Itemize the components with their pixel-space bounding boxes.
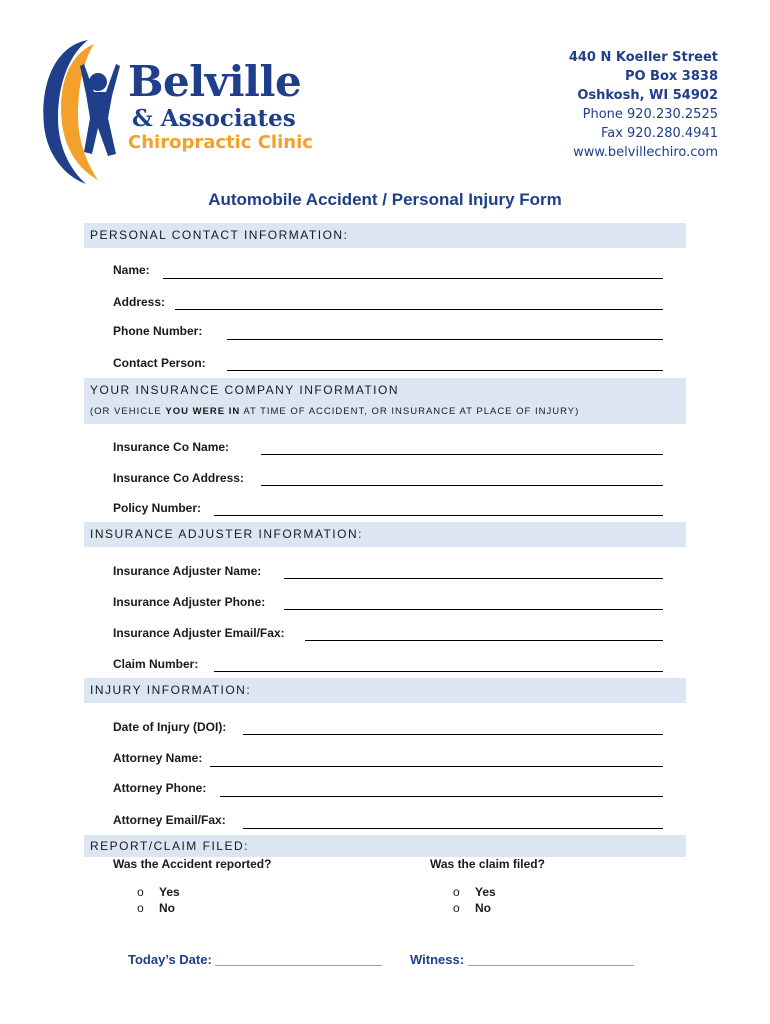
address-city: Oshkosh, WI 54902	[577, 88, 718, 103]
attorney-phone-label: Attorney Phone:	[113, 781, 207, 795]
form-title: Automobile Accident / Personal Injury Form	[208, 190, 562, 209]
adjuster-phone-label: Insurance Adjuster Phone:	[113, 595, 266, 609]
section-personal-label: PERSONAL CONTACT INFORMATION:	[90, 228, 349, 242]
accident-no-label: No	[159, 901, 175, 915]
insurance-address-label: Insurance Co Address:	[113, 471, 244, 485]
witness-field[interactable]: Witness: _______________________	[410, 952, 634, 967]
doi-field[interactable]	[243, 734, 663, 735]
section-personal	[84, 223, 686, 248]
clinic-logo-icon	[36, 36, 136, 186]
claim-yes-label: Yes	[475, 885, 496, 899]
contact-label: Contact Person:	[113, 356, 206, 370]
address-street: 440 N Koeller Street	[568, 50, 718, 65]
section-adjuster-label: INSURANCE ADJUSTER INFORMATION:	[90, 527, 363, 541]
insurance-address-field[interactable]	[261, 485, 663, 486]
attorney-name-field[interactable]	[210, 766, 663, 767]
section-injury-label: INJURY INFORMATION:	[90, 683, 252, 697]
claim-no-radio[interactable]: o	[453, 901, 460, 915]
section-insurance-note: (OR VEHICLE YOU WERE IN AT TIME OF ACCIDENT, OR INSURANCE AT PLACE OF INJURY)	[90, 406, 580, 417]
doi-label: Date of Injury (DOI):	[113, 720, 227, 734]
contact-field[interactable]	[227, 370, 663, 371]
brand-name: Belville	[128, 57, 302, 106]
policy-label: Policy Number:	[113, 501, 202, 515]
claim-yes-radio[interactable]: o	[453, 885, 460, 899]
adjuster-name-field[interactable]	[284, 578, 663, 579]
section-adjuster	[84, 522, 686, 547]
address-po: PO Box 3838	[624, 69, 718, 84]
claim-no-label: No	[475, 901, 491, 915]
policy-field[interactable]	[214, 515, 663, 516]
insurance-name-field[interactable]	[261, 454, 663, 455]
todays-date-field[interactable]: Today’s Date: _______________________	[128, 952, 382, 967]
section-report	[84, 835, 686, 857]
section-report-label: REPORT/CLAIM FILED:	[90, 839, 249, 853]
attorney-email-label: Attorney Email/Fax:	[113, 813, 226, 827]
address-web[interactable]: www.belvillechiro.com	[573, 145, 718, 160]
attorney-phone-field[interactable]	[220, 796, 663, 797]
phone-label: Phone Number:	[113, 324, 203, 338]
brand-clinic: Chiropractic Clinic	[128, 132, 313, 153]
adjuster-email-field[interactable]	[305, 640, 663, 641]
brand-subtitle: & Associates	[132, 105, 296, 132]
claim-filed-question: Was the claim filed?	[430, 857, 545, 871]
name-label: Name:	[113, 263, 150, 277]
address-label: Address:	[113, 295, 166, 309]
section-insurance-label: YOUR INSURANCE COMPANY INFORMATION	[90, 383, 400, 397]
section-insurance	[84, 378, 686, 424]
name-field[interactable]	[163, 278, 663, 279]
attorney-email-field[interactable]	[243, 828, 663, 829]
address-field[interactable]	[175, 309, 663, 310]
insurance-name-label: Insurance Co Name:	[113, 440, 230, 454]
accident-reported-question: Was the Accident reported?	[113, 857, 272, 871]
adjuster-phone-field[interactable]	[284, 609, 663, 610]
phone-field[interactable]	[227, 339, 663, 340]
accident-yes-label: Yes	[159, 885, 180, 899]
accident-yes-radio[interactable]: o	[137, 885, 144, 899]
claim-field[interactable]	[214, 671, 663, 672]
address-phone: Phone 920.230.2525	[582, 107, 718, 122]
attorney-name-label: Attorney Name:	[113, 751, 203, 765]
accident-no-radio[interactable]: o	[137, 901, 144, 915]
address-fax: Fax 920.280.4941	[600, 126, 718, 141]
adjuster-email-label: Insurance Adjuster Email/Fax:	[113, 626, 285, 640]
adjuster-name-label: Insurance Adjuster Name:	[113, 564, 262, 578]
claim-label: Claim Number:	[113, 657, 199, 671]
section-injury	[84, 678, 686, 703]
